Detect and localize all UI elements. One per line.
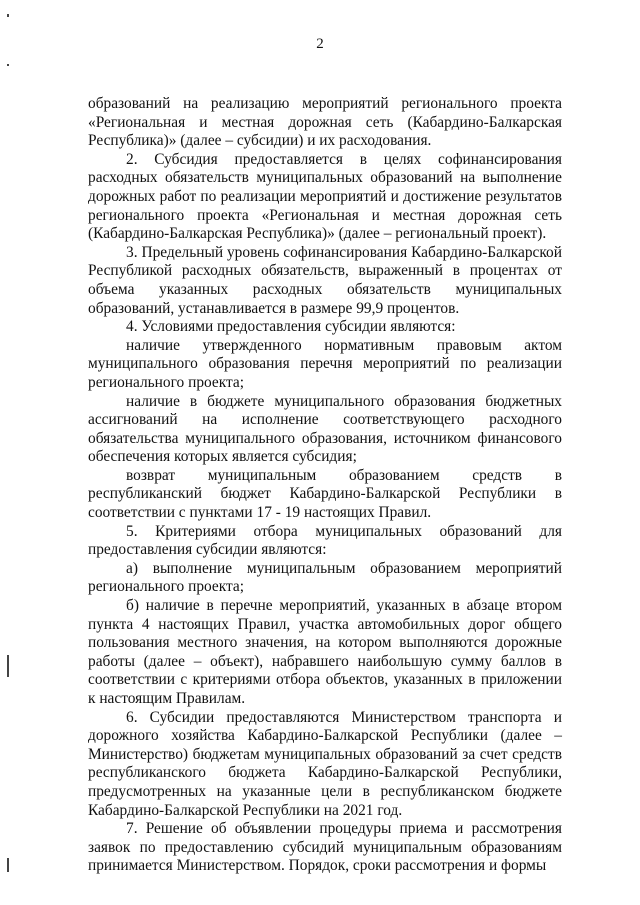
paragraph-5-b: б) наличие в перечне мероприятий, указанных в абзаце втором пункта 4 настоящих Правил, участка автомобильных дорог общего пользования местного значения, на котором выполняются дорожные работы (далее – объект), набравшего наибольшую сумму баллов в соответствии с критериями отбора объектов, указанных в приложении к настоящим Правилам. (88, 597, 562, 707)
page-number: 2 (316, 36, 324, 52)
paragraph-5-a: а) выполнение муниципальным образованием мероприятий регионального проекта; (88, 559, 562, 596)
scan-mark (7, 655, 9, 677)
scan-mark (7, 858, 9, 872)
scan-mark (7, 64, 9, 66)
paragraph-4-condition-3: возврат муниципальным образованием средств в республиканский бюджет Кабардино-Балкарской Республики в соответствии с пунктами 17 - 19 настоящих Правил. (88, 466, 562, 522)
paragraph-4: 4. Условиями предоставления субсидии являются: (126, 318, 456, 336)
paragraph-6: 6. Субсидии предоставляются Министерством транспорта и дорожного хозяйства Кабардино-Балкарской Республики (далее – Министерство) бюджетам муниципальных образований за счет средств республиканского бюджета Кабардино-Балкарской Республики, предусмотренных на указанные цели в республиканском бюджете Кабардино-Балкарской Республики на 2021 год. (88, 708, 562, 819)
paragraph-4-condition-1: наличие утвержденного нормативным правовым актом муниципального образования перечня мероприятий по реализации регионального проекта; (88, 336, 562, 391)
paragraph-5: 5. Критериями отбора муниципальных образований для предоставления субсидии являются: (88, 522, 562, 559)
paragraph-2: 2. Субсидия предоставляется в целях софинансирования расходных обязательств муниципальных образований на выполнение дорожных работ по реализации мероприятий и достижение результатов регионального проекта «Региональная и местная дорожная сеть (Кабардино-Балкарская Республика)» (далее – региональный проект). (88, 150, 562, 243)
paragraph-7: 7. Решение об объявлении процедуры приема и рассмотрения заявок по предоставлению субсидий муниципальным образованиям принимается Министерством. Порядок, сроки рассмотрения и формы (88, 820, 562, 875)
paragraph-4-condition-2: наличие в бюджете муниципального образования бюджетных ассигнований на исполнение соответствующего расходного обязательства муниципального образования, источником финансового обеспечения которых является субсидия; (88, 392, 562, 466)
document-body (88, 95, 562, 876)
paragraph-continuation: образований на реализацию мероприятий регионального проекта «Региональная и местная дорожная сеть (Кабардино-Балкарская Республика)» (далее – субсидии) и их расходования. (88, 95, 562, 150)
scan-mark (7, 14, 9, 17)
paragraph-3: 3. Предельный уровень софинансирования Кабардино-Балкарской Республикой расходных обязательств, выраженный в процентах от объема указанных расходных обязательств муниципальных образований, устанавливается в размере 99,9 процентов. (88, 243, 562, 317)
